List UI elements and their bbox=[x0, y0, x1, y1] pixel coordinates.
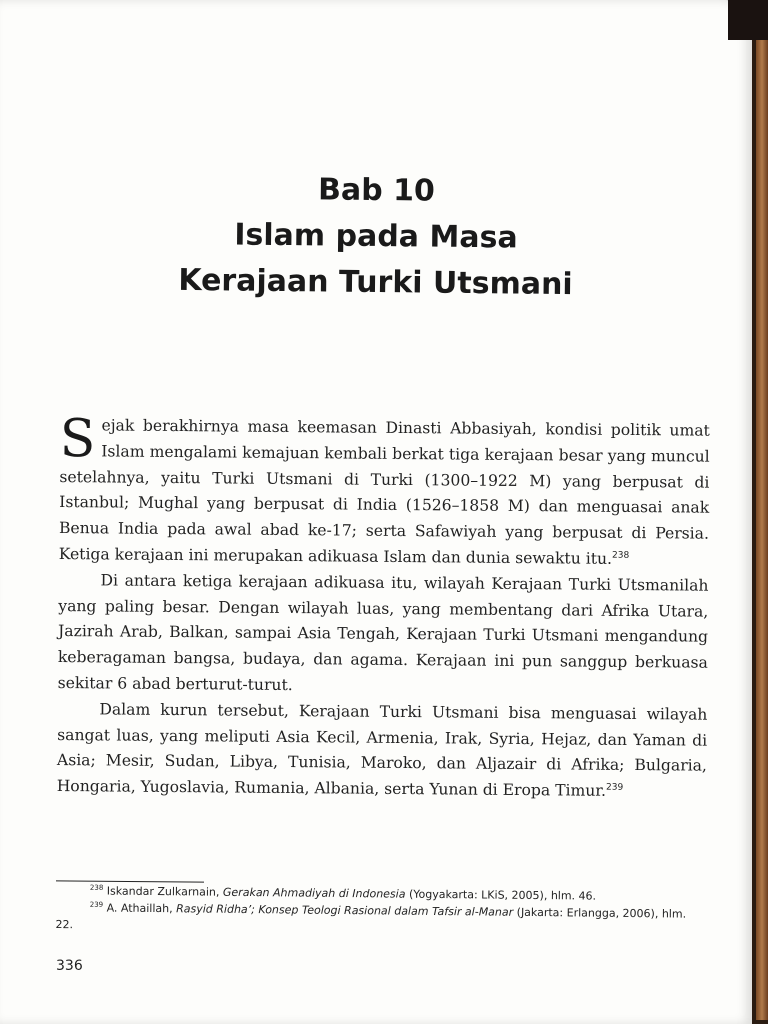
paragraph-1-text: ejak berakhirnya masa keemasan Dinasti Abbasiyah, kondisi politik umat Islam mengalami kemajuan kembali berkat tiga kerajaan besar yang muncul setelahnya, yaitu Turki Utsmani di Turki (1300–1922 M) yang berpusat di Istanbul; Mughal yang berpusat di India (1526–1858 M) dan menguasai anak Benua India pada awal abad ke-17; serta Safawiyah yang berpusat di Persia. Ketiga kerajaan ini merupakan adikuasa Islam dan dunia sewaktu itu. bbox=[58, 416, 710, 568]
footnote-title: Gerakan Ahmadiyah di Indonesia bbox=[222, 885, 406, 901]
paragraph-1 bbox=[58, 409, 710, 573]
chapter-title-line-1: Islam pada Masa bbox=[234, 217, 518, 256]
footnote-ref-239: 239 bbox=[606, 782, 624, 793]
chapter-title bbox=[0, 164, 752, 310]
footnote-publication: (Jakarta: Erlangga, 2006), hlm. 22. bbox=[55, 905, 687, 932]
footnote-number: 239 bbox=[89, 900, 104, 909]
footnotes bbox=[55, 882, 705, 940]
paragraph-2: Di antara ketiga kerajaan adikuasa itu, wilayah Kerajaan Turki Utsmanilah yang paling besar. Dengan wilayah luas, yang membentang dari Afrika Utara, Jazirah Arab, Balkan, sampai Asia Tengah, Kerajaan Turki Utsmani mengandung keberagaman bangsa, budaya, dan agama. Kerajaan ini pun sanggup berkuasa sekitar 6 abad berturut-turut. bbox=[57, 571, 709, 695]
footnote-239 bbox=[55, 899, 705, 940]
drop-cap: S bbox=[59, 409, 96, 470]
paragraph-3 bbox=[57, 697, 708, 806]
book-edge bbox=[756, 40, 768, 1020]
footnote-title: Rasyid Ridha’; Konsep Teologi Rasional dalam Tafsir al-Manar bbox=[176, 902, 514, 919]
footnote-author: Iskandar Zulkarnain, bbox=[106, 884, 224, 899]
body-text bbox=[56, 409, 710, 806]
chapter-title-line-2: Kerajaan Turki Utsmani bbox=[178, 262, 573, 303]
page-number: 336 bbox=[56, 958, 83, 974]
paragraph-3-text: Dalam kurun tersebut, Kerajaan Turki Utsmani bisa menguasai wilayah sangat luas, yang meliputi Asia Kecil, Armenia, Irak, Syria, Hejaz, dan Yaman di Asia; Mesir, Sudan, Libya, Tunisia, Maroko, dan Aljazair di Afrika; Bulgaria, Hongaria, Yugoslavia, Rumania, Albania, serta Yunan di Eropa Timur. bbox=[56, 700, 708, 800]
page-corner-shadow bbox=[728, 0, 768, 40]
footnote-publication: (Yogyakarta: LKiS, 2005), hlm. 46. bbox=[405, 887, 597, 903]
footnote-author: A. Athaillah, bbox=[106, 901, 177, 916]
footnote-number: 238 bbox=[89, 883, 104, 892]
chapter-number: Bab 10 bbox=[317, 172, 436, 209]
footnote-ref-238: 238 bbox=[611, 550, 630, 561]
